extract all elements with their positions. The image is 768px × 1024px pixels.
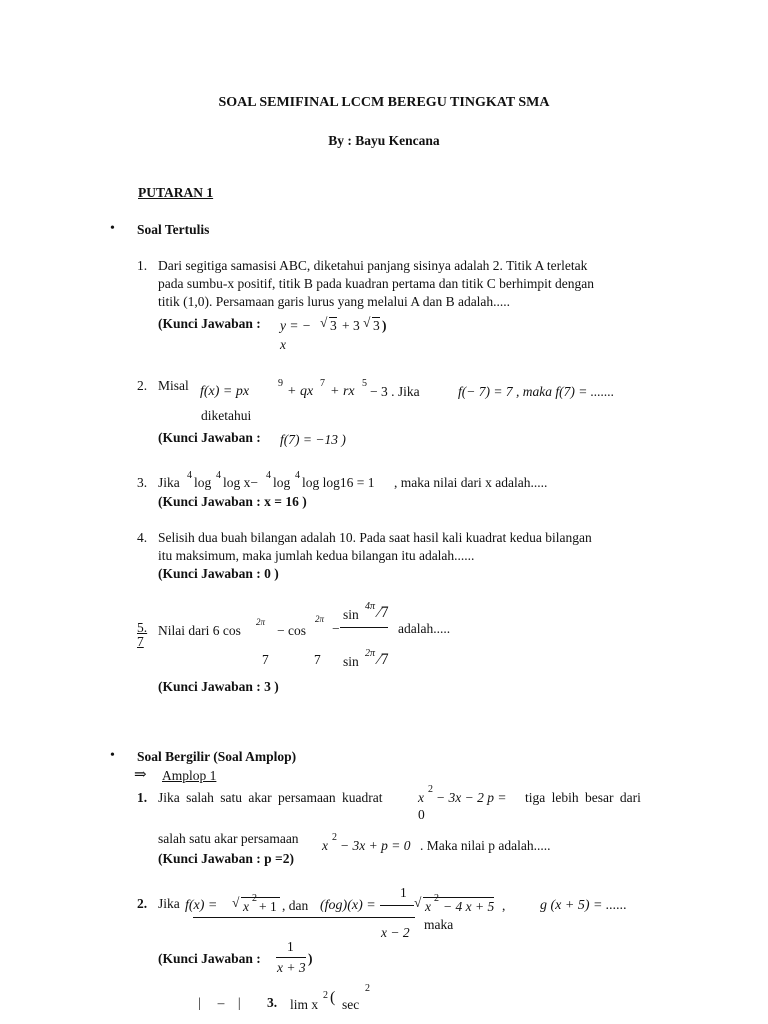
answer-key-math: x: [280, 337, 286, 352]
math-superscript: 4π: [365, 601, 376, 612]
math-exponent: 2: [332, 832, 337, 843]
answer-key: (Kunci Jawaban : x = 16 ): [158, 494, 307, 509]
math-superscript: 2π: [365, 648, 376, 659]
question-text: adalah.....: [398, 621, 451, 636]
math-expression: − 3x − 2 p =: [436, 790, 507, 805]
question-text: maka: [424, 917, 454, 932]
question-text: titik (1,0). Persamaan garis lurus yang melalui A dan B adalah.....: [158, 294, 511, 309]
math-expression: x: [322, 838, 328, 853]
author-line: By : Bayu Kencana: [328, 133, 440, 148]
math-superscript: 4: [295, 470, 300, 481]
math-expression: lim x: [290, 997, 319, 1012]
math-expression: 0: [418, 807, 425, 822]
question-number: 1.: [137, 258, 148, 273]
question-text: salah satu akar persamaan: [158, 831, 299, 846]
fraction-denominator: x + 3: [277, 960, 306, 975]
answer-key: (Kunci Jawaban : 3 ): [158, 679, 279, 694]
math-expression: − 3x + p = 0: [340, 838, 411, 853]
bullet-icon: •: [110, 748, 115, 763]
question-number: 4.: [137, 530, 148, 545]
question-text: Dari segitiga samasisi ABC, diketahui panjang sisinya adalah 2. Titik A terletak: [158, 258, 588, 273]
question-text: Nilai dari 6 cos: [158, 623, 241, 638]
math-expression: − 4 x + 5: [443, 899, 495, 914]
answer-key-math: y = −: [280, 318, 311, 333]
fraction-numerator: 1: [287, 939, 294, 954]
math-expression: sin: [343, 607, 359, 622]
math-expression: (fog)(x) =: [320, 898, 376, 913]
section-heading-turn: Soal Bergilir (Soal Amplop): [137, 749, 297, 764]
answer-key-label: (Kunci Jawaban :: [158, 430, 261, 445]
math-expression: x: [418, 790, 424, 805]
math-superscript: 4: [187, 470, 192, 481]
math-expression: 7: [314, 652, 321, 667]
sqrt-sign: √: [232, 895, 240, 910]
math-expression: −: [332, 621, 340, 636]
math-expression: x: [243, 899, 249, 914]
question-number: 3.: [137, 475, 148, 490]
math-expression: ⁄7: [378, 651, 389, 668]
math-expression: + 1: [259, 899, 277, 914]
question-text: Selisih dua buah bilangan adalah 10. Pada saat hasil kali kuadrat kedua bilangan: [158, 530, 592, 545]
answer-key: (Kunci Jawaban : 0 ): [158, 566, 279, 581]
question-text: . Maka nilai p adalah.....: [420, 838, 551, 853]
math-exponent: 7: [320, 378, 325, 389]
math-superscript: 4: [216, 470, 221, 481]
question-text: diketahui: [201, 408, 252, 423]
question-text: tiga lebih besar dari: [525, 790, 641, 805]
math-expression: ⁄7: [378, 604, 389, 621]
math-expression: f(x) =: [185, 898, 218, 913]
envelope-label: Amplop 1: [162, 768, 217, 783]
math-exponent: 2: [252, 893, 257, 904]
answer-key: (Kunci Jawaban : p =2): [158, 851, 294, 866]
question-text: Jika: [158, 896, 180, 911]
question-text: , maka nilai dari x adalah.....: [394, 475, 548, 490]
math-exponent: 2: [365, 983, 370, 994]
math-expression: 7: [262, 652, 269, 667]
answer-key-close: ): [308, 951, 313, 966]
sqrt-sign: √: [363, 315, 371, 330]
stray-marks: | – |: [198, 995, 241, 1010]
math-expression: log log16 = 1: [302, 475, 375, 490]
math-superscript: 2π: [315, 614, 325, 624]
math-exponent: 2: [323, 990, 328, 1001]
math-expression: log: [194, 475, 212, 490]
math-expression: − 3 . Jika: [370, 384, 420, 399]
math-expression: + rx: [330, 384, 355, 399]
math-expression: sin: [343, 654, 359, 669]
math-expression: g (x + 5) = ......: [540, 898, 627, 913]
math-exponent: 2: [428, 784, 433, 795]
math-expression: log x−: [223, 475, 258, 490]
question-number: 5.: [137, 620, 148, 635]
question-number: 3.: [267, 995, 278, 1010]
math-expression: f(− 7) = 7 , maka f(7) = .......: [458, 384, 615, 399]
fraction-denominator: x − 2: [381, 925, 410, 940]
math-superscript: 4: [266, 470, 271, 481]
question-number: 1.: [137, 790, 148, 805]
math-superscript: 2π: [256, 617, 266, 627]
math-expression: − cos: [277, 623, 306, 638]
math-expression: + qx: [287, 384, 314, 399]
answer-key-math: 3: [330, 318, 337, 333]
math-exponent: 2: [434, 893, 439, 904]
question-text: Misal: [158, 378, 189, 393]
question-text: , dan: [282, 898, 309, 913]
fraction-bar: [380, 905, 414, 906]
math-expression: sec: [342, 997, 360, 1012]
arrow-icon: ⇒: [134, 767, 147, 783]
answer-key-math: f(7) = −13 ): [280, 432, 346, 447]
question-text: Jika salah satu akar persamaan kuadrat: [158, 790, 383, 805]
question-number: 2.: [137, 378, 148, 393]
answer-key-label: (Kunci Jawaban :: [158, 316, 261, 331]
fraction-bar: [276, 957, 306, 958]
bullet-icon: •: [110, 221, 115, 236]
question-text: Jika: [158, 475, 180, 490]
math-expression: log: [273, 475, 291, 490]
math-exponent: 9: [278, 378, 283, 389]
sqrt-sign: √: [320, 315, 328, 330]
round-heading: PUTARAN 1: [138, 185, 214, 200]
sqrt-sign: √: [414, 895, 422, 910]
fraction-numerator: 1: [400, 885, 407, 900]
answer-key-math: + 3: [342, 318, 360, 333]
math-expression: x: [425, 899, 431, 914]
math-expression: (: [330, 989, 336, 1006]
underline-rule: [193, 917, 415, 918]
question-text: pada sumbu-x positif, titik B pada kuadran pertama dan titik C berhimpit dengan: [158, 276, 595, 291]
answer-key-math: 3: [373, 318, 380, 333]
question-number: 2.: [137, 896, 148, 911]
answer-key-close: ): [382, 318, 387, 333]
fraction-bar: [340, 627, 388, 628]
question-text: itu maksimum, maka jumlah kedua bilangan itu adalah......: [158, 548, 475, 563]
math-exponent: 5: [362, 378, 367, 389]
math-expression: f(x) = px: [200, 384, 250, 399]
page-title: SOAL SEMIFINAL LCCM BEREGU TINGKAT SMA: [218, 95, 550, 110]
question-text: ,: [502, 898, 506, 913]
answer-key-label: (Kunci Jawaban :: [158, 951, 261, 966]
stray-digit: 7: [137, 634, 144, 649]
section-heading-written: Soal Tertulis: [137, 222, 210, 237]
